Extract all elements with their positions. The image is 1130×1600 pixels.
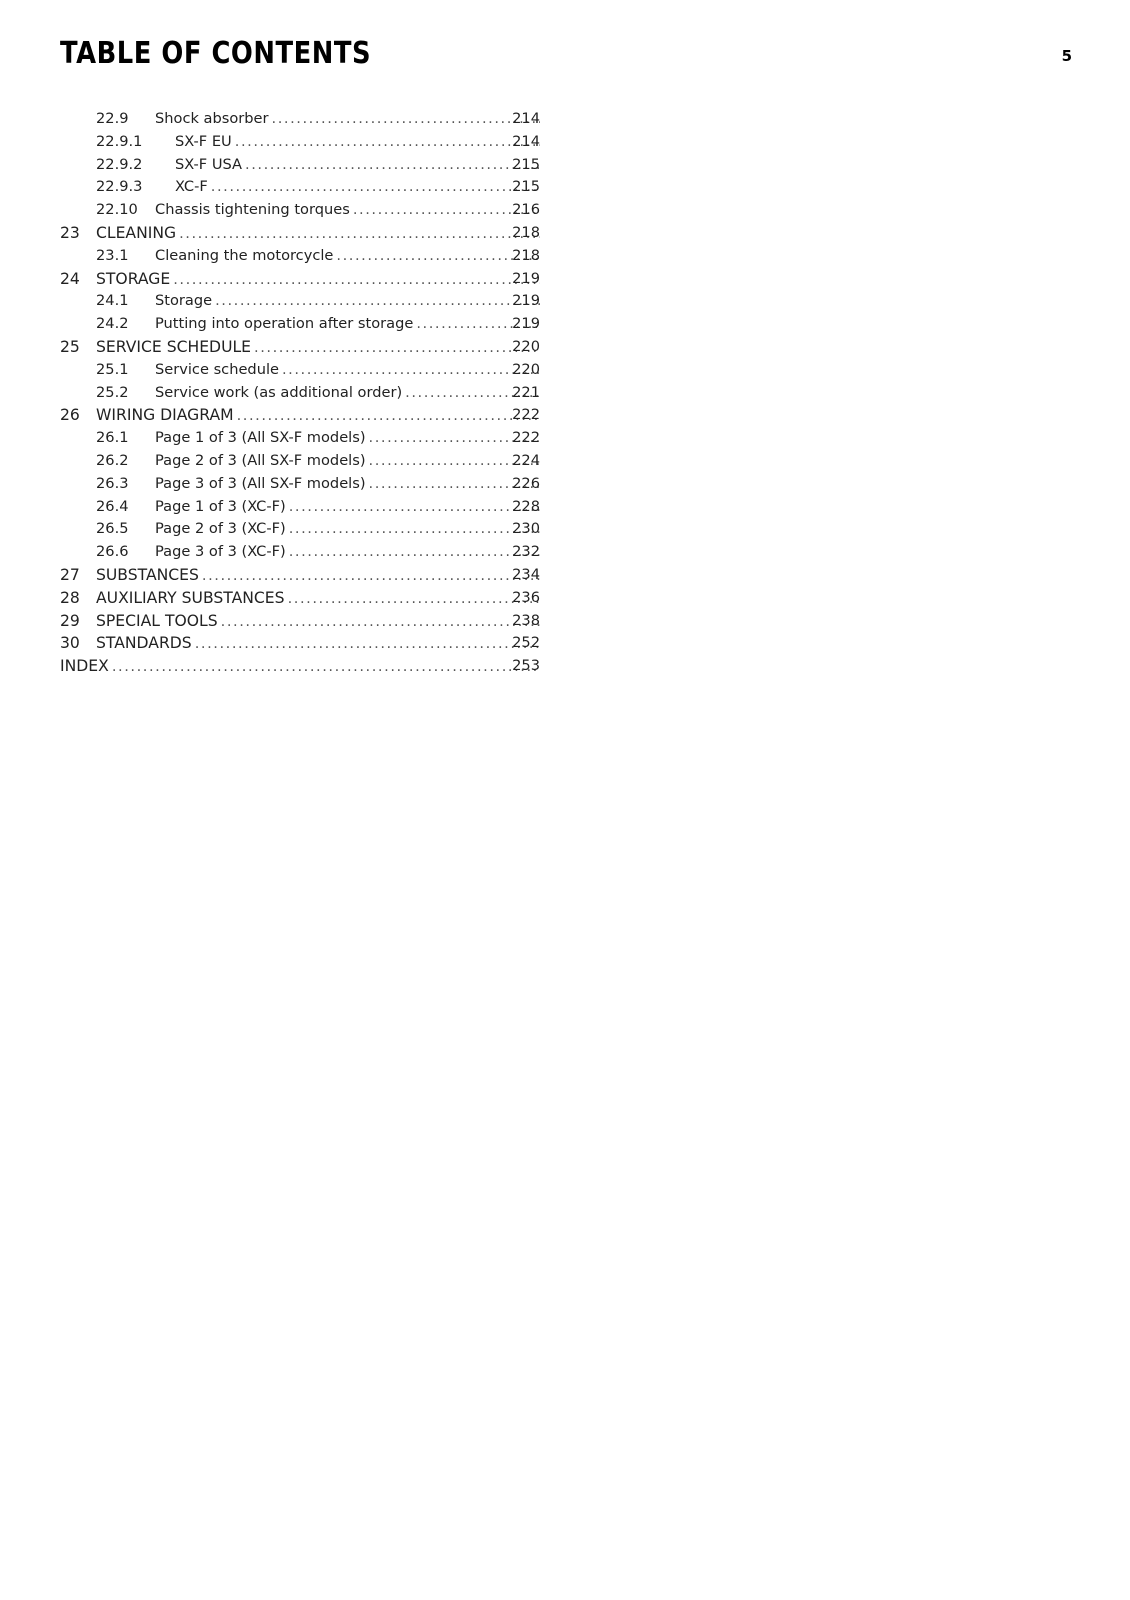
toc-entry[interactable]	[0, 655, 1130, 678]
toc-entry[interactable]	[0, 359, 1130, 382]
toc-entry-label-group	[155, 290, 540, 313]
toc-entry[interactable]	[0, 382, 1130, 405]
toc-entry-number: 24.2	[96, 315, 129, 333]
toc-entry-label-group	[155, 496, 540, 519]
toc-dot-leader	[211, 176, 540, 199]
toc-entry-label-group	[175, 154, 540, 177]
toc-entry-label-group	[96, 587, 540, 611]
toc-dot-leader	[195, 633, 540, 656]
toc-entry[interactable]	[0, 154, 1130, 177]
toc-entry-page-number: 226	[512, 474, 540, 492]
toc-entry-number: 29	[60, 611, 80, 630]
toc-entry-label-group	[155, 541, 540, 564]
toc-entry-page-number: 238	[512, 611, 540, 629]
toc-entry-page-number: 218	[512, 223, 540, 241]
toc-entry-page-number: 215	[512, 155, 540, 173]
toc-entry-number: 22.10	[96, 201, 138, 219]
toc-entry-page-number: 228	[512, 497, 540, 515]
toc-entry-number: 26.2	[96, 451, 129, 469]
toc-entry-label: SUBSTANCES	[96, 565, 199, 584]
toc-entry-label: STANDARDS	[96, 634, 192, 653]
toc-entry-label: Page 1 of 3 (All SX-F models)	[155, 429, 366, 447]
toc-entry[interactable]	[0, 290, 1130, 313]
toc-entry-number: 26.6	[96, 543, 129, 561]
toc-entry-number: 26.4	[96, 497, 129, 515]
toc-entry[interactable]	[0, 108, 1130, 131]
page-number: 5	[1061, 47, 1072, 65]
toc-entry-page-number: 219	[512, 292, 540, 310]
toc-entry-page-number: 214	[512, 110, 540, 127]
toc-entry-number: 25	[60, 337, 80, 356]
toc-entry[interactable]	[0, 131, 1130, 154]
toc-entry-label: Page 2 of 3 (All SX-F models)	[155, 451, 366, 469]
toc-entry-label: Service schedule	[155, 360, 279, 378]
toc-entry-label: WIRING DIAGRAM	[96, 406, 234, 425]
toc-entry-page-number: 220	[512, 360, 540, 378]
toc-entry-label: STORAGE	[96, 269, 171, 288]
toc-entry-page-number: 230	[512, 520, 540, 538]
toc-entry-label: SX-F USA	[175, 155, 243, 173]
toc-entry-number: 26	[60, 406, 80, 425]
toc-dot-leader	[202, 565, 540, 588]
page-title: TABLE OF CONTENTS	[60, 36, 372, 71]
toc-entry-label-group	[96, 564, 540, 588]
toc-entry-label-group	[155, 359, 540, 382]
toc-entry-page-number: 219	[512, 269, 540, 287]
toc-entry-page-number: 214	[512, 132, 540, 150]
toc-entry-label-group	[155, 427, 540, 450]
toc-entry-label-group	[96, 268, 540, 292]
toc-entry-page-number: 220	[512, 337, 540, 355]
toc-entry-page-number: 224	[512, 451, 540, 469]
toc-entry-number: 25.1	[96, 360, 129, 378]
toc-entry-label: INDEX	[60, 657, 109, 676]
toc-entry-label: CLEANING	[96, 223, 177, 242]
toc-dot-leader	[179, 223, 540, 246]
toc-entry-label: Putting into operation after storage	[155, 315, 414, 333]
toc-entry-page-number: 215	[512, 178, 540, 196]
toc-entry-number: 22.9.3	[96, 178, 143, 196]
toc-entry[interactable]	[0, 610, 1130, 633]
toc-dot-leader	[112, 656, 540, 679]
toc-entry[interactable]	[0, 222, 1130, 245]
toc-entry-number: 23	[60, 223, 80, 242]
toc-dot-leader	[221, 611, 540, 634]
toc-entry-label-group	[96, 610, 540, 634]
toc-entry[interactable]	[0, 473, 1130, 496]
toc-entry-label-group	[60, 655, 540, 679]
toc-entry-label: Chassis tightening torques	[155, 201, 350, 219]
toc-entry-label: SX-F EU	[175, 132, 232, 150]
toc-entry[interactable]	[0, 245, 1130, 268]
toc-entry-number: 22.9.2	[96, 155, 143, 173]
toc-entry-number: 30	[60, 634, 80, 653]
toc-entry-number: 26.5	[96, 520, 129, 538]
toc-entry-page-number: 222	[512, 406, 540, 424]
toc-entry-label: Service work (as additional order)	[155, 383, 403, 401]
toc-entry-label: XC-F	[175, 178, 208, 196]
toc-entry-number: 26.3	[96, 474, 129, 492]
toc-entry-label-group	[155, 450, 540, 473]
toc-entry-label-group	[96, 404, 540, 428]
toc-entry-number: 25.2	[96, 383, 129, 401]
toc-entry-label: Page 3 of 3 (All SX-F models)	[155, 474, 366, 492]
toc-entry[interactable]	[0, 336, 1130, 359]
toc-entry-label: Storage	[155, 292, 213, 310]
toc-entry-number: 28	[60, 588, 80, 607]
toc-entry-page-number: 219	[512, 315, 540, 333]
toc-entry-page-number: 253	[512, 657, 540, 675]
toc-entry[interactable]	[0, 427, 1130, 450]
toc-entry-label-group	[175, 176, 540, 199]
toc-entry[interactable]	[0, 518, 1130, 541]
toc-entry-label-group	[155, 518, 540, 541]
toc-entry[interactable]	[0, 587, 1130, 610]
toc-entry[interactable]	[0, 313, 1130, 336]
toc-entry-number: 24.1	[96, 292, 129, 310]
toc-entry-page-number: 252	[512, 634, 540, 652]
toc-entry-label: Page 1 of 3 (XC-F)	[155, 497, 286, 515]
toc-entry-page-number: 221	[512, 383, 540, 401]
toc-entry[interactable]	[0, 450, 1130, 473]
toc-entry-number: 22.9.1	[96, 132, 143, 150]
toc-entry[interactable]	[0, 541, 1130, 564]
toc-entry-page-number: 218	[512, 246, 540, 264]
toc-entry[interactable]	[0, 176, 1130, 199]
toc-entry[interactable]	[0, 496, 1130, 519]
toc-entry-number: 22.9	[96, 110, 129, 127]
toc-entry-page-number: 232	[512, 543, 540, 561]
toc-entry[interactable]	[0, 632, 1130, 655]
toc-entry[interactable]	[0, 268, 1130, 291]
toc-entry[interactable]	[0, 564, 1130, 587]
toc-entry-page-number: 234	[512, 565, 540, 583]
toc-entry-label-group	[96, 222, 540, 246]
toc-entry-label-group	[96, 336, 540, 360]
toc-dot-leader	[173, 269, 540, 292]
toc-entry[interactable]	[0, 199, 1130, 222]
toc-entry-label: Shock absorber	[155, 110, 269, 127]
toc-entry-page-number: 216	[512, 201, 540, 219]
toc-entry-number: 24	[60, 269, 80, 288]
toc-entry[interactable]	[0, 404, 1130, 427]
toc-entry-label-group	[155, 199, 540, 222]
toc-entry-label: Cleaning the motorcycle	[155, 246, 334, 264]
toc-entry-label-group	[155, 313, 540, 336]
toc-entry-label-group	[155, 108, 540, 131]
toc-entry-number: 27	[60, 565, 80, 584]
toc-entry-label: SPECIAL TOOLS	[96, 611, 218, 630]
toc-entry-number: 26.1	[96, 429, 129, 447]
toc-entry-label: Page 3 of 3 (XC-F)	[155, 543, 286, 561]
toc-entry-number: 23.1	[96, 246, 129, 264]
toc-entry-label: AUXILIARY SUBSTANCES	[96, 588, 285, 607]
toc-entry-label: Page 2 of 3 (XC-F)	[155, 520, 286, 538]
page-header	[0, 36, 1130, 80]
toc-entry-label-group	[96, 632, 540, 656]
toc-entry-label-group	[155, 245, 540, 268]
toc-entry-label-group	[175, 131, 540, 154]
toc-entry-label-group	[155, 473, 540, 496]
toc-entry-label: SERVICE SCHEDULE	[96, 337, 252, 356]
table-of-contents-list	[0, 108, 1130, 678]
toc-entry-page-number: 222	[512, 429, 540, 447]
toc-entry-page-number: 236	[512, 588, 540, 606]
toc-dot-leader	[215, 290, 540, 313]
toc-entry-label-group	[155, 382, 540, 405]
